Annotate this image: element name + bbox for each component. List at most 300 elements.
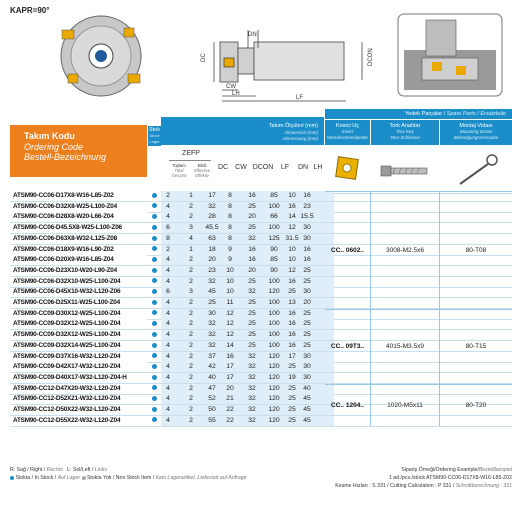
ordering-example xyxy=(401,467,512,474)
in-stock-dot-icon xyxy=(152,300,157,305)
cell-dn: 25 xyxy=(288,416,296,424)
stock-de: Lager xyxy=(149,139,160,144)
col-lh: LH xyxy=(313,164,323,171)
hand-left-de: Links xyxy=(94,467,107,473)
cell-dcon: 16 xyxy=(248,256,256,264)
in-stock-dot-icon xyxy=(152,375,157,380)
zefp-total xyxy=(169,163,189,178)
cell-cw: 8 xyxy=(228,202,232,210)
cell-lh: 16 xyxy=(303,245,311,253)
dims-tr: Takım Ölçüleri (mm) xyxy=(268,123,318,129)
ordering-code[interactable]: ATSM90-CC06-D32X8-W25-L100-Z04 xyxy=(13,202,117,210)
column-separator xyxy=(370,310,371,384)
cell-dn: 16 xyxy=(288,277,296,285)
zefp-divider xyxy=(169,160,211,161)
stock-tr: Stok xyxy=(148,127,160,133)
in-stock-dot-icon xyxy=(152,289,157,294)
insert-image xyxy=(325,146,370,194)
cell-dcon: 32 xyxy=(248,288,256,296)
dim-dn-label: DN xyxy=(248,32,257,38)
ordering-code[interactable]: ATSM90-CC06-D25X11-W25-L100-Z04 xyxy=(10,298,147,309)
ordering-code[interactable]: ATSM90-CC12-D55X22-W32-L120-Z04 xyxy=(13,416,121,424)
column-separator xyxy=(439,192,440,309)
key-de: Torx-Schlüssel xyxy=(390,135,420,140)
cell-dcon: 25 xyxy=(248,331,256,339)
col-lf: LF xyxy=(280,164,290,171)
cell-cw: 22 xyxy=(226,406,234,413)
spare-tr: Yedek Parçalar xyxy=(404,111,443,117)
cell-lf: 120 xyxy=(268,406,280,413)
ordering-code[interactable]: ATSM90-CC06-D18X9-W16-L90-Z02 xyxy=(13,245,114,253)
cell-dcon: 32 xyxy=(248,406,256,413)
ordering-code[interactable]: ATSM90-CC06-D28X8-W20-L66-Z04 xyxy=(10,212,147,223)
cell-z1: 4 xyxy=(166,373,170,381)
zefp-total-tr: Toplam xyxy=(172,163,186,168)
cell-lh: 20 xyxy=(303,299,311,306)
in-stock-dot-icon xyxy=(152,321,157,326)
cell-lh: 45 xyxy=(303,395,311,403)
zefp-eff-en: Effective xyxy=(193,168,211,173)
cell-dcon: 25 xyxy=(248,309,256,317)
cell-dc: 47 xyxy=(208,384,216,392)
cell-dn: 17 xyxy=(288,352,296,360)
cell-cw: 21 xyxy=(226,395,234,403)
cell-z1: 4 xyxy=(166,277,170,285)
cell-lf: 90 xyxy=(270,245,278,253)
cell-z2: 2 xyxy=(189,395,193,403)
zefp-total-en: Total xyxy=(174,168,184,173)
in-stock-dot-icon xyxy=(152,203,157,208)
cell-z2: 2 xyxy=(189,331,193,339)
in-stock-dot-icon xyxy=(152,364,157,369)
cell-cw: 9 xyxy=(228,256,232,264)
zefp-eff-tr: Etkili xyxy=(197,163,207,168)
cell-lh: 25 xyxy=(303,331,311,339)
key-image xyxy=(440,146,512,194)
hand-left: L: Sol/Left / xyxy=(67,467,94,473)
ordering-code[interactable]: ATSM90-CC12-D52X21-W32-L120-Z04 xyxy=(13,395,121,403)
zefp-label: ZEFP xyxy=(182,150,200,157)
title-tr: Takım Kodu xyxy=(24,131,75,141)
in-stock-de: Auf Lager xyxy=(57,475,81,481)
insert-de: Wendeschneidplatte xyxy=(327,135,368,140)
cell-lf: 100 xyxy=(268,277,280,285)
cell-dc: 40 xyxy=(208,373,216,381)
cell-lf: 120 xyxy=(268,416,280,424)
application-view xyxy=(398,14,502,96)
mounting-screw-header xyxy=(440,120,512,145)
insert-icon xyxy=(325,146,370,194)
cell-lf: 66 xyxy=(270,213,278,221)
cell-lh: 30 xyxy=(303,352,311,360)
kapr-label: KAPR=90° xyxy=(10,6,50,15)
speeds-en: Cutting Calculation : P 331 / xyxy=(390,483,455,489)
ordering-code[interactable]: ATSM90-CC09-D32X14-W25-L100-Z04 xyxy=(10,341,147,352)
cell-z1: 4 xyxy=(166,363,170,371)
cell-z2: 2 xyxy=(189,384,193,392)
cell-dn: 25 xyxy=(288,406,296,413)
tool-drawings xyxy=(0,0,512,108)
cell-dc: 18 xyxy=(208,245,216,253)
cell-z2: 2 xyxy=(189,341,193,349)
cell-cw: 8 xyxy=(228,224,232,232)
cell-z1: 4 xyxy=(166,256,170,264)
dims-en: Dimension (mm) xyxy=(284,129,318,135)
cell-cw: 20 xyxy=(226,384,234,392)
cell-lf: 120 xyxy=(268,395,280,403)
in-stock-dot-icon xyxy=(10,476,14,480)
cell-z2: 2 xyxy=(189,416,193,424)
cell-cw: 12 xyxy=(226,320,234,328)
cell-lh: 23 xyxy=(303,202,311,210)
cell-z2: 2 xyxy=(189,213,193,221)
cell-z1: 6 xyxy=(166,288,170,296)
cell-z1: 4 xyxy=(166,416,170,424)
col-cw: CW xyxy=(235,164,247,171)
screw-tr: Montaj Vidası xyxy=(459,123,493,129)
column-separator xyxy=(370,385,371,427)
cell-z1: 4 xyxy=(166,331,170,339)
cell-z2: 3 xyxy=(189,288,193,296)
cell-cw: 8 xyxy=(228,234,232,242)
ordering-code[interactable]: ATSM90-CC09-D32X12-W25-L100-Z04 xyxy=(10,319,147,330)
cell-z1: 4 xyxy=(166,202,170,210)
spare-parts-group xyxy=(325,384,512,427)
non-stock-de: Kein Lagerartikel, Lieferzeit auf Anfrage xyxy=(155,475,247,481)
cell-dc: 32 xyxy=(208,341,216,349)
cell-dc: 42 xyxy=(208,363,216,371)
spare-parts-group xyxy=(325,191,512,309)
cell-z2: 2 xyxy=(189,406,193,413)
cell-dcon: 25 xyxy=(248,202,256,210)
cell-dn: 16 xyxy=(288,341,296,349)
ordering-code[interactable]: ATSM90-CC09-D37X16-W32-L120-Z04 xyxy=(13,352,121,360)
insert-tr: Kesici Uç xyxy=(336,123,359,129)
cell-z2: 2 xyxy=(189,363,193,371)
in-stock-dot-icon xyxy=(152,332,157,337)
cell-dc: 55 xyxy=(208,416,216,424)
stock-en: Stock xyxy=(149,133,160,138)
cell-z1: 4 xyxy=(166,309,170,317)
cell-dn: 16 xyxy=(288,320,296,328)
group-insert: CC.. 1204.. xyxy=(331,401,364,409)
in-stock-dot-icon xyxy=(152,417,157,422)
cell-dcon: 20 xyxy=(248,213,256,221)
cell-lh: 25 xyxy=(303,320,311,328)
cell-z1: 4 xyxy=(166,395,170,403)
cell-cw: 16 xyxy=(226,352,234,360)
screw-icon xyxy=(371,146,439,194)
cell-cw: 9 xyxy=(228,245,232,253)
ordering-code[interactable]: ATSM90-CC09-D30X12-W25-L100-Z04 xyxy=(13,309,121,317)
in-stock-dot-icon xyxy=(152,268,157,273)
screw-de: Befestigungsschraube xyxy=(453,135,499,140)
cell-z1: 2 xyxy=(166,192,170,199)
cell-dn: 10 xyxy=(288,245,296,253)
cell-lf: 85 xyxy=(270,192,278,199)
spare-parts-group xyxy=(325,309,512,384)
cell-cw: 10 xyxy=(226,266,234,274)
cell-lf: 120 xyxy=(268,363,280,371)
example-text: 1 ad./pcs./stück ATSM90-CC06-D17X8-W16-L85-Z02 xyxy=(388,475,512,481)
ordering-code-header xyxy=(10,125,147,177)
cell-dn: 13 xyxy=(288,299,296,306)
title-de: Bestell-Bezeichnung xyxy=(24,152,107,162)
title-en: Ordering Code xyxy=(24,142,84,152)
cell-lh: 25 xyxy=(303,341,311,349)
cell-z2: 2 xyxy=(189,277,193,285)
in-stock-text: Stokta / In Stock / xyxy=(15,475,57,481)
cell-lf: 90 xyxy=(270,266,278,274)
cell-z2: 1 xyxy=(189,192,193,199)
cell-z2: 2 xyxy=(189,320,193,328)
cell-dcon: 32 xyxy=(248,373,256,381)
cell-cw: 8 xyxy=(228,213,232,221)
cell-lh: 30 xyxy=(303,234,311,242)
cell-lh: 25 xyxy=(303,277,311,285)
zefp-total-de: Gesamt xyxy=(171,173,187,178)
cell-z1: 4 xyxy=(166,299,170,306)
cell-z2: 2 xyxy=(189,266,193,274)
in-stock-dot-icon xyxy=(152,278,157,283)
spare-parts-header: Yedek Parçalar / Spare Parts / Ersatzteile xyxy=(325,109,512,119)
cell-lf: 120 xyxy=(268,288,280,296)
cell-dc: 32 xyxy=(208,277,216,285)
cell-dcon: 32 xyxy=(248,395,256,403)
non-stock-dot-icon xyxy=(82,476,86,480)
cell-z2: 2 xyxy=(189,256,193,264)
dims-de: Abmessung (mm) xyxy=(282,136,318,141)
in-stock-dot-icon xyxy=(152,385,157,390)
column-separator xyxy=(370,192,371,309)
cell-dn: 10 xyxy=(288,256,296,264)
screw-image xyxy=(371,146,439,194)
cell-z2: 1 xyxy=(189,245,193,253)
in-stock-dot-icon xyxy=(152,236,157,241)
cell-lh: 16 xyxy=(303,192,311,199)
cell-dn: 31.5 xyxy=(285,234,299,242)
cell-cw: 22 xyxy=(226,416,234,424)
col-dcon: DCON xyxy=(252,164,274,171)
in-stock-dot-icon xyxy=(152,193,157,198)
cell-cw: 8 xyxy=(228,192,232,199)
cell-dcon: 32 xyxy=(248,384,256,392)
cell-dcon: 20 xyxy=(248,266,256,274)
speeds-de: Schnittberechnung : 331 xyxy=(455,483,512,489)
cell-z1: 2 xyxy=(166,245,170,253)
cell-dcon: 32 xyxy=(248,363,256,371)
group-screw: 4015-M3.5x9 xyxy=(386,343,424,351)
cell-dc: 50 xyxy=(208,406,216,413)
cell-z1: 4 xyxy=(166,341,170,349)
cell-z1: 4 xyxy=(166,213,170,221)
ordering-code[interactable]: ATSM90-CC06-D17X8-W16-L85-Z02 xyxy=(10,191,147,202)
cell-z2: 2 xyxy=(189,309,193,317)
group-insert: CC.. 09T3.. xyxy=(330,343,365,351)
cell-z2: 2 xyxy=(189,373,193,381)
cell-lh: 45 xyxy=(303,416,311,424)
cell-dn: 16 xyxy=(288,309,296,317)
cell-lh: 25 xyxy=(303,309,311,317)
screw-en: Mounting Screw xyxy=(459,129,493,134)
product-illustration xyxy=(0,0,512,108)
cell-lf: 100 xyxy=(268,309,280,317)
cell-dcon: 25 xyxy=(248,277,256,285)
hand-right-de: Rechts xyxy=(46,467,63,473)
cell-lf: 100 xyxy=(268,320,280,328)
cell-dcon: 32 xyxy=(248,416,256,424)
insert-header xyxy=(325,120,370,145)
dim-lf-label: LF xyxy=(296,95,304,101)
cell-lf: 100 xyxy=(268,224,280,232)
zefp-effective xyxy=(191,163,213,178)
key-en: Torx Key xyxy=(396,129,414,134)
cell-lf: 120 xyxy=(268,384,280,392)
cell-dn: 19 xyxy=(288,373,296,381)
dim-lh-label: LH xyxy=(232,91,240,97)
speeds-tr: Kesme Hızları : S 331 / xyxy=(335,483,389,489)
cell-dc: 23 xyxy=(208,266,216,274)
cell-dc: 52 xyxy=(208,395,216,403)
ordering-code[interactable]: ATSM90-CC09-D32X12-W25-L100-Z04 xyxy=(13,331,121,339)
cell-z1: 4 xyxy=(166,266,170,274)
in-stock-dot-icon xyxy=(152,214,157,219)
cell-z1: 4 xyxy=(166,320,170,328)
ordering-code[interactable]: ATSM90-CC06-D45X10-W32-L120-Z06 xyxy=(13,288,121,296)
col-dn: DN xyxy=(297,164,309,171)
example-label-de: Bestellbeispiel xyxy=(478,467,512,473)
spare-en: Spare Parts xyxy=(446,111,476,117)
cell-cw: 11 xyxy=(226,299,234,306)
cell-cw: 10 xyxy=(226,288,234,296)
in-stock-dot-icon xyxy=(152,310,157,315)
zefp-eff-de: Effektiv xyxy=(195,173,209,178)
cell-dc: 45.5 xyxy=(205,224,219,232)
in-stock-dot-icon xyxy=(152,396,157,401)
ordering-code[interactable]: ATSM90-CC12-D50X22-W32-L120-Z04 xyxy=(10,405,147,416)
in-stock-dot-icon xyxy=(152,353,157,358)
torx-key-header xyxy=(371,120,439,145)
in-stock-dot-icon xyxy=(152,257,157,262)
cell-cw: 12 xyxy=(226,331,234,339)
cell-z2: 4 xyxy=(189,234,193,242)
key-tr: Tork Anahtar xyxy=(389,123,421,129)
cell-cw: 14 xyxy=(226,341,234,349)
cell-lf: 120 xyxy=(268,352,280,360)
cell-lh: 30 xyxy=(303,288,311,296)
ordering-code[interactable]: ATSM90-CC06-D32X10-W25-L100-Z04 xyxy=(10,277,147,288)
cell-dc: 17 xyxy=(208,192,216,199)
ordering-code[interactable]: ATSM90-CC12-D47X20-W32-L120-Z04 xyxy=(10,384,147,395)
group-insert: CC.. 0602.. xyxy=(331,246,364,254)
cell-lf: 100 xyxy=(268,202,280,210)
cell-dn: 14 xyxy=(288,213,296,221)
cell-cw: 12 xyxy=(226,309,234,317)
group-screw: 3008-M2.5x6 xyxy=(386,246,424,254)
cell-cw: 17 xyxy=(226,363,234,371)
column-separator xyxy=(439,385,440,427)
cell-lf: 100 xyxy=(268,299,280,306)
cell-dcon: 25 xyxy=(248,320,256,328)
hand-legend xyxy=(10,467,107,474)
cell-dn: 16 xyxy=(288,331,296,339)
torx-key-icon xyxy=(440,146,512,194)
cutter-front-view xyxy=(61,16,141,96)
cell-dcon: 16 xyxy=(248,192,256,199)
hand-right: R: Sağ / Right / xyxy=(10,467,46,473)
cell-lf: 125 xyxy=(268,234,280,242)
ordering-code[interactable]: ATSM90-CC09-D42X17-W32-L120-Z04 xyxy=(10,362,147,373)
group-key: 80-T20 xyxy=(465,401,487,409)
cell-dc: 45 xyxy=(208,288,216,296)
cell-lh: 30 xyxy=(303,224,311,232)
ordering-code[interactable]: ATSM90-CC09-D40X17-W32-L120-Z04-H xyxy=(13,373,127,381)
cell-z2: 2 xyxy=(189,299,193,306)
cell-dn: 25 xyxy=(288,363,296,371)
cell-dc: 37 xyxy=(208,352,216,360)
cell-z2: 3 xyxy=(189,224,193,232)
group-key: 80-T08 xyxy=(465,246,487,254)
ordering-code[interactable]: ATSM90-CC06-D45.5X8-W25-L100-Z06 xyxy=(13,224,122,232)
cell-lh: 15.5 xyxy=(300,213,314,221)
cell-z2: 2 xyxy=(189,202,193,210)
spare-de: Ersatzteile xyxy=(480,111,506,117)
cell-cw: 10 xyxy=(226,277,234,285)
cell-dcon: 32 xyxy=(248,352,256,360)
insert-en: Insert xyxy=(341,129,354,134)
cell-lh: 40 xyxy=(303,384,311,392)
cell-z1: 4 xyxy=(166,406,170,413)
cell-cw: 17 xyxy=(226,373,234,381)
cell-lh: 30 xyxy=(303,363,311,371)
cell-dn: 12 xyxy=(288,224,296,232)
cell-lh: 30 xyxy=(303,373,311,381)
cell-dc: 28 xyxy=(208,213,216,221)
dimension-subheaders xyxy=(161,146,324,194)
non-stock-text: Stokta Yok / Non Stock Item / xyxy=(86,475,155,481)
cell-lf: 120 xyxy=(268,373,280,381)
col-dc: DC xyxy=(217,164,229,171)
cell-lf: 100 xyxy=(268,341,280,349)
cell-dn: 16 xyxy=(288,202,296,210)
cell-dcon: 16 xyxy=(248,245,256,253)
cell-dc: 25 xyxy=(208,299,216,306)
cell-dc: 63 xyxy=(208,234,216,242)
ordering-code[interactable]: ATSM90-CC06-D63X8-W32-L125-Z08 xyxy=(10,234,147,245)
in-stock-dot-icon xyxy=(152,343,157,348)
cell-z1: 6 xyxy=(166,224,170,232)
cell-lf: 85 xyxy=(270,256,278,264)
cell-dcon: 25 xyxy=(248,341,256,349)
stock-header xyxy=(148,126,161,146)
example-label: Sipariş Örneği/Ordering Example/ xyxy=(401,467,479,473)
cell-dcon: 25 xyxy=(248,299,256,306)
stock-legend xyxy=(10,475,247,482)
dim-dcon-label: DCON xyxy=(368,48,374,66)
ordering-code[interactable]: ATSM90-CC06-D20X9-W16-L85-Z04 xyxy=(10,255,147,266)
cell-dn: 25 xyxy=(288,288,296,296)
in-stock-dot-icon xyxy=(152,225,157,230)
group-screw: 1020-M5x11 xyxy=(387,401,423,409)
cutting-calc xyxy=(335,483,512,490)
cell-dn: 25 xyxy=(288,395,296,403)
in-stock-dot-icon xyxy=(152,407,157,412)
cell-dc: 32 xyxy=(208,320,216,328)
ordering-code[interactable]: ATSM90-CC06-D23X10-W20-L90-Z04 xyxy=(13,266,117,274)
cell-z1: 4 xyxy=(166,384,170,392)
cell-dc: 30 xyxy=(208,309,216,317)
group-key: 80-T15 xyxy=(465,343,487,351)
